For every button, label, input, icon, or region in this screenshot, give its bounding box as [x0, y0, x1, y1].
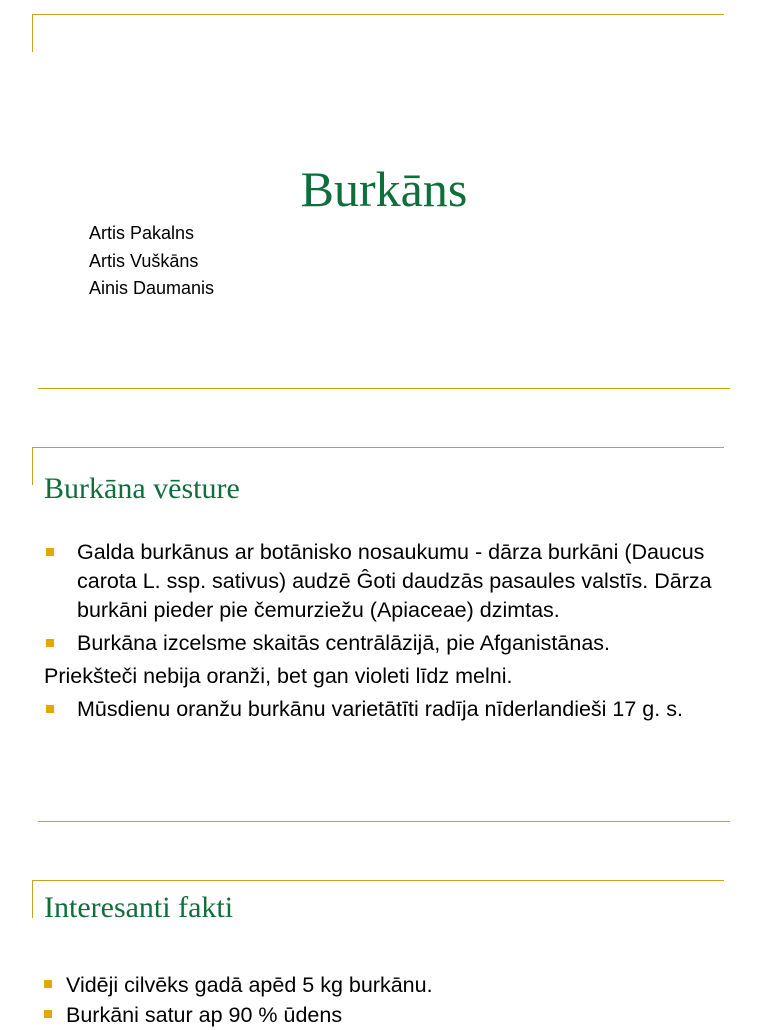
slide2-left-rule — [32, 447, 33, 485]
author-2: Artis Vuškāns — [89, 250, 199, 271]
author-3: Ainis Daumanis — [89, 278, 215, 298]
square-bullet-icon — [46, 548, 54, 556]
list-item: Burkāni satur ap 90 % ūdens — [44, 1000, 433, 1030]
section-heading-facts: Interesanti fakti — [44, 891, 234, 924]
author-1: Artis Pakalns — [89, 223, 195, 243]
slide3-top-rule — [32, 880, 724, 881]
square-bullet-icon — [46, 639, 54, 647]
list-item: Vidēji cilvēks gadā apēd 5 kg burkānu. — [44, 970, 433, 1000]
square-bullet-icon — [44, 1010, 52, 1018]
square-bullet-icon — [46, 705, 54, 713]
square-bullet-icon — [44, 980, 52, 988]
slide-title: Burkāns — [300, 161, 468, 217]
slide2-bottom-rule — [38, 821, 730, 822]
slide3-left-rule — [32, 880, 33, 918]
slide1-bottom-rule — [38, 388, 730, 389]
list-item: Galda burkānus ar botānisko nosaukumu - dārza burkāni (Daucus carota L. ssp. sativus) audzē Ĝoti daudzās pasaules valstīs. Dārza burkāni pieder pie čemurziežu (Apiaceae) dzimtas. — [44, 538, 724, 625]
slide1-top-rule — [32, 14, 724, 15]
history-list — [44, 538, 724, 728]
facts-list — [44, 970, 433, 1030]
slide1-left-rule — [32, 14, 33, 52]
slide2-top-rule — [32, 447, 724, 448]
author-list — [89, 220, 214, 303]
list-item: Burkāna izcelsme skaitās centrālāzijā, pie Afganistānas. — [44, 629, 724, 658]
list-item-plain: Priekšteči nebija oranži, bet gan violeti līdz melni. — [44, 664, 513, 688]
list-item: Mūsdienu oranžu burkānu varietātīti radīja nīderlandieši 17 g. s. — [44, 695, 724, 724]
section-heading-history: Burkāna vēsture — [44, 472, 240, 505]
